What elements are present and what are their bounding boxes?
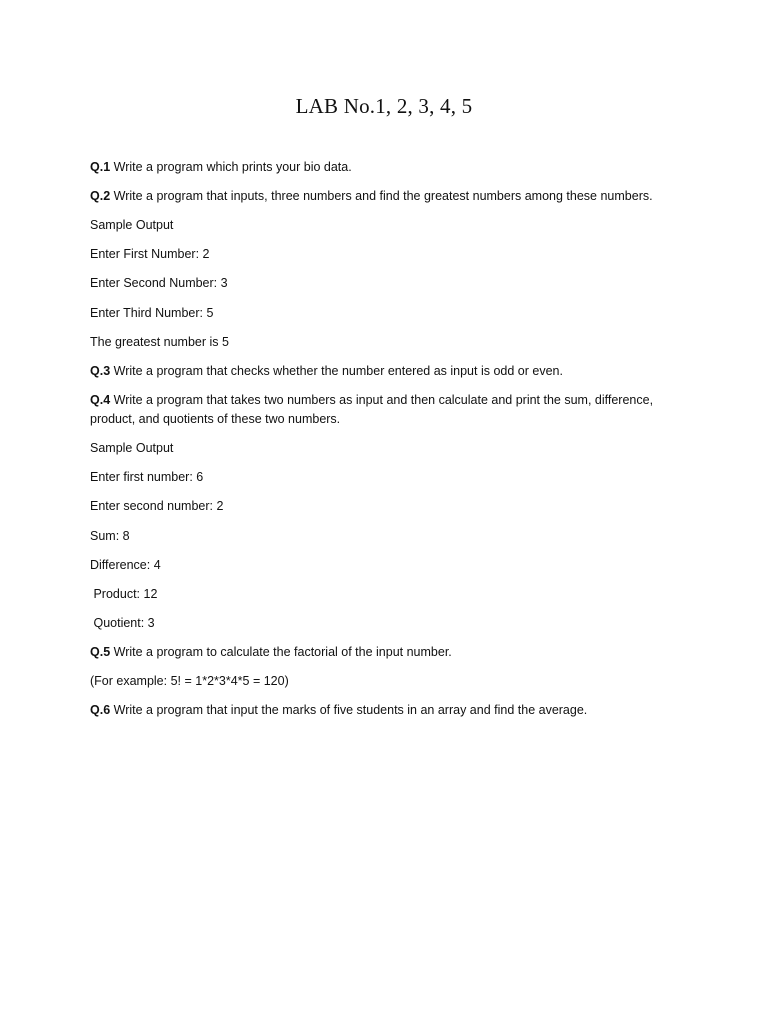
q2-sample-line-1: Enter First Number: 2 (90, 247, 210, 261)
q4-sample-line-3: Sum: 8 (90, 529, 130, 543)
q4-sample-line-2: Enter second number: 2 (90, 499, 224, 513)
question-4-text: Write a program that takes two numbers as input and then calculate and print the sum, difference, product, and quotients of these two numbers. (90, 393, 654, 426)
question-4 (90, 391, 675, 429)
question-2-number: Q.2 (90, 189, 111, 203)
q4-sample-line-5: Product: 12 (90, 587, 158, 601)
q2-sample-line-3: Enter Third Number: 5 (90, 306, 214, 320)
question-2 (90, 187, 690, 206)
question-3-text: Write a program that checks whether the number entered as input is odd or even. (110, 364, 563, 378)
question-5 (90, 643, 690, 662)
q4-sample-line-6: Quotient: 3 (90, 616, 155, 630)
q2-sample-heading: Sample Output (90, 218, 174, 232)
question-5-example: (For example: 5! = 1*2*3*4*5 = 120) (90, 674, 289, 688)
question-5-text: Write a program to calculate the factorial of the input number. (110, 645, 452, 659)
question-6-text: Write a program that input the marks of five students in an array and find the average. (110, 703, 588, 717)
question-1-number: Q.1 (90, 160, 111, 174)
question-6-number: Q.6 (90, 703, 111, 717)
q4-sample-line-1: Enter first number: 6 (90, 470, 204, 484)
q4-sample-line-4: Difference: 4 (90, 558, 161, 572)
document-title: LAB No.1, 2, 3, 4, 5 (295, 94, 473, 118)
q2-sample-line-2: Enter Second Number: 3 (90, 276, 228, 290)
question-1 (90, 158, 690, 177)
q4-sample-heading: Sample Output (90, 441, 174, 455)
question-6 (90, 701, 690, 720)
question-3 (90, 362, 690, 381)
q2-sample-line-4: The greatest number is 5 (90, 335, 229, 349)
question-3-number: Q.3 (90, 364, 111, 378)
question-1-text: Write a program which prints your bio data. (110, 160, 352, 174)
question-2-text: Write a program that inputs, three numbers and find the greatest numbers among these numbers. (110, 189, 653, 203)
question-5-number: Q.5 (90, 645, 111, 659)
question-4-number: Q.4 (90, 393, 111, 407)
